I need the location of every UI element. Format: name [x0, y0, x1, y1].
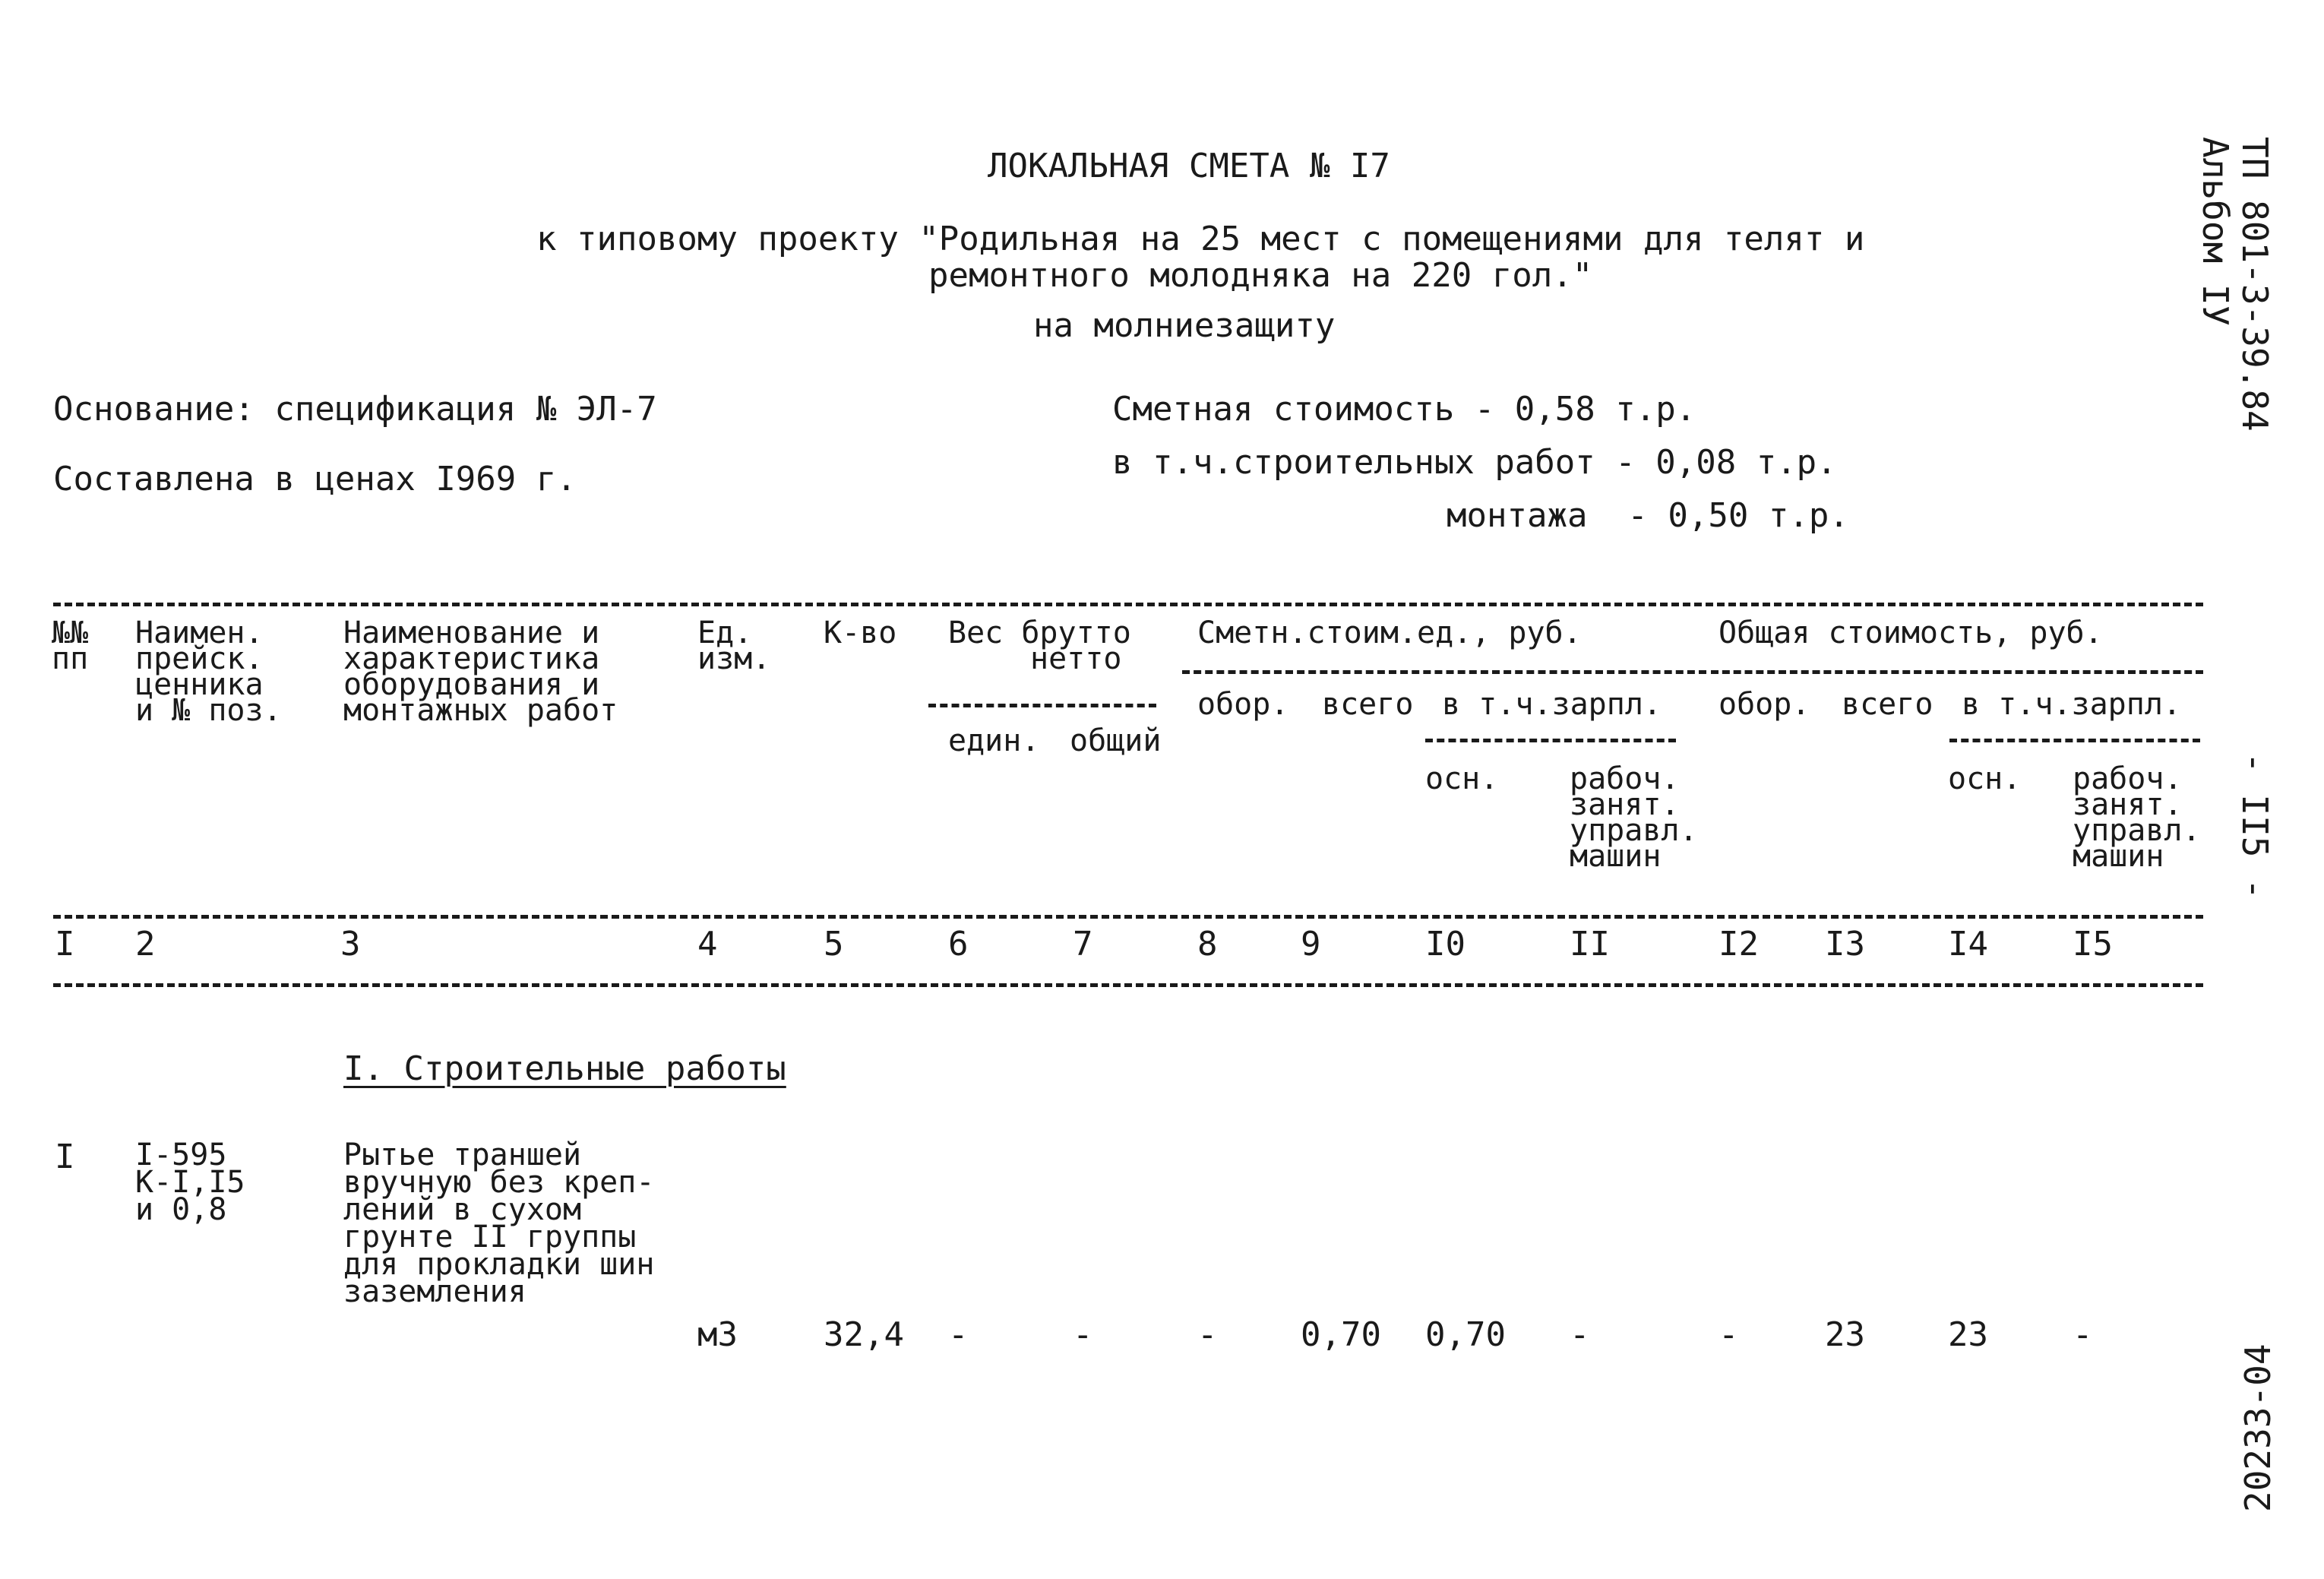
row-work-name: Рытье траншей вручную без креп- лений в сухом грунте II группы для прокладки шин заземления — [343, 1138, 655, 1309]
column-number: 2 — [135, 925, 156, 964]
header-weight-unit: един. — [948, 723, 1040, 758]
column-number: 9 — [1301, 925, 1321, 964]
row-weight-unit: - — [948, 1315, 969, 1354]
total-cost-rule — [1711, 670, 2203, 674]
column-number: I4 — [1948, 925, 1988, 964]
column-number: 4 — [697, 925, 718, 964]
header-col-4: Ед. изм. — [697, 615, 771, 676]
header-col-3: Наименование и характеристика оборудования и монтажных работ — [343, 615, 618, 728]
row-unit-equip: - — [1197, 1315, 1218, 1354]
subtitle-line-1: к типовому проекту "Родильная на 25 мест с помещениями для телят и — [536, 220, 1865, 258]
document-title: ЛОКАЛЬНАЯ СМЕТА № I7 — [988, 147, 1390, 185]
header-unit-machine: рабоч. занят. управл. машин — [1570, 761, 1698, 874]
subtitle-line-3: на молниезащиту — [1033, 306, 1336, 345]
header-unit-cost: Сметн.стоим.ед., руб. — [1197, 615, 1582, 650]
header-unit-incl-wage: в т.ч.зарпл. — [1442, 687, 1662, 722]
unit-cost-rule — [1182, 670, 1706, 674]
header-total-incl-wage: в т.ч.зарпл. — [1962, 687, 2181, 722]
side-project-code: ТП 801-3-39.84 — [2234, 137, 2275, 432]
header-weight-total: общий — [1070, 723, 1162, 758]
header-col-1: №№ пп — [52, 615, 89, 676]
subtitle-line-2: ремонтного молодняка на 220 гол." — [928, 256, 1593, 295]
side-page-number: - II5 - — [2234, 752, 2275, 900]
row-unit: м3 — [697, 1315, 738, 1354]
prices-text: Составлена в ценах I969 г. — [53, 460, 577, 498]
header-total-basic: осн. — [1948, 761, 2022, 796]
column-number: I3 — [1825, 925, 1865, 964]
column-number: II — [1570, 925, 1610, 964]
header-col-2: Наимен. прейск. ценника и № поз. — [135, 615, 282, 728]
column-number: I — [55, 925, 75, 964]
row-unit-machine: - — [1570, 1315, 1590, 1354]
row-quantity: 32,4 — [824, 1315, 904, 1354]
column-number: I0 — [1425, 925, 1466, 964]
header-unit-all: всего — [1322, 687, 1414, 722]
header-weight: Вес брутто — [948, 615, 1131, 650]
header-col-5: К-во — [824, 615, 897, 650]
row-total-basic: 23 — [1948, 1315, 1988, 1354]
cost-total: Сметная стоимость - 0,58 т.р. — [1112, 390, 1696, 429]
side-document-number: 20233-04 — [2237, 1343, 2278, 1512]
header-total-equip: обор. — [1718, 687, 1810, 722]
cost-construction: в т.ч.строительных работ - 0,08 т.р. — [1112, 443, 1837, 482]
row-unit-all: 0,70 — [1301, 1315, 1381, 1354]
header-unit-equip: обор. — [1197, 687, 1289, 722]
row-weight-total: - — [1073, 1315, 1093, 1354]
section-title: I. Строительные работы — [343, 1049, 786, 1088]
row-price-code: I-595 К-I,I5 и 0,8 — [135, 1138, 245, 1227]
header-bottom-rule — [53, 983, 2203, 987]
weight-rule — [928, 704, 1156, 707]
row-total-equip: - — [1718, 1315, 1739, 1354]
header-weight-net: нетто — [1030, 641, 1122, 676]
header-top-rule — [53, 603, 2203, 606]
side-album: Альбом IУ — [2195, 137, 2236, 327]
header-total-machine: рабоч. занят. управл. машин — [2073, 761, 2201, 874]
column-number: 6 — [948, 925, 969, 964]
cost-assembly: монтажа - 0,50 т.р. — [1447, 496, 1849, 535]
header-middle-rule — [53, 915, 2203, 919]
unit-wage-rule — [1425, 739, 1676, 742]
header-unit-basic: осн. — [1425, 761, 1499, 796]
header-total-cost: Общая стоимость, руб. — [1718, 615, 2103, 650]
header-total-all: всего — [1842, 687, 1934, 722]
total-wage-rule — [1949, 739, 2200, 742]
row-total-all: 23 — [1825, 1315, 1865, 1354]
column-number: 3 — [340, 925, 361, 964]
basis-text: Основание: спецификация № ЭЛ-7 — [53, 390, 657, 429]
column-number: 7 — [1073, 925, 1093, 964]
row-number: I — [55, 1138, 75, 1176]
column-number: I2 — [1718, 925, 1759, 964]
column-number: 5 — [824, 925, 844, 964]
column-number: 8 — [1197, 925, 1218, 964]
row-total-machine: - — [2073, 1315, 2093, 1354]
row-unit-basic: 0,70 — [1425, 1315, 1506, 1354]
column-number: I5 — [2073, 925, 2113, 964]
